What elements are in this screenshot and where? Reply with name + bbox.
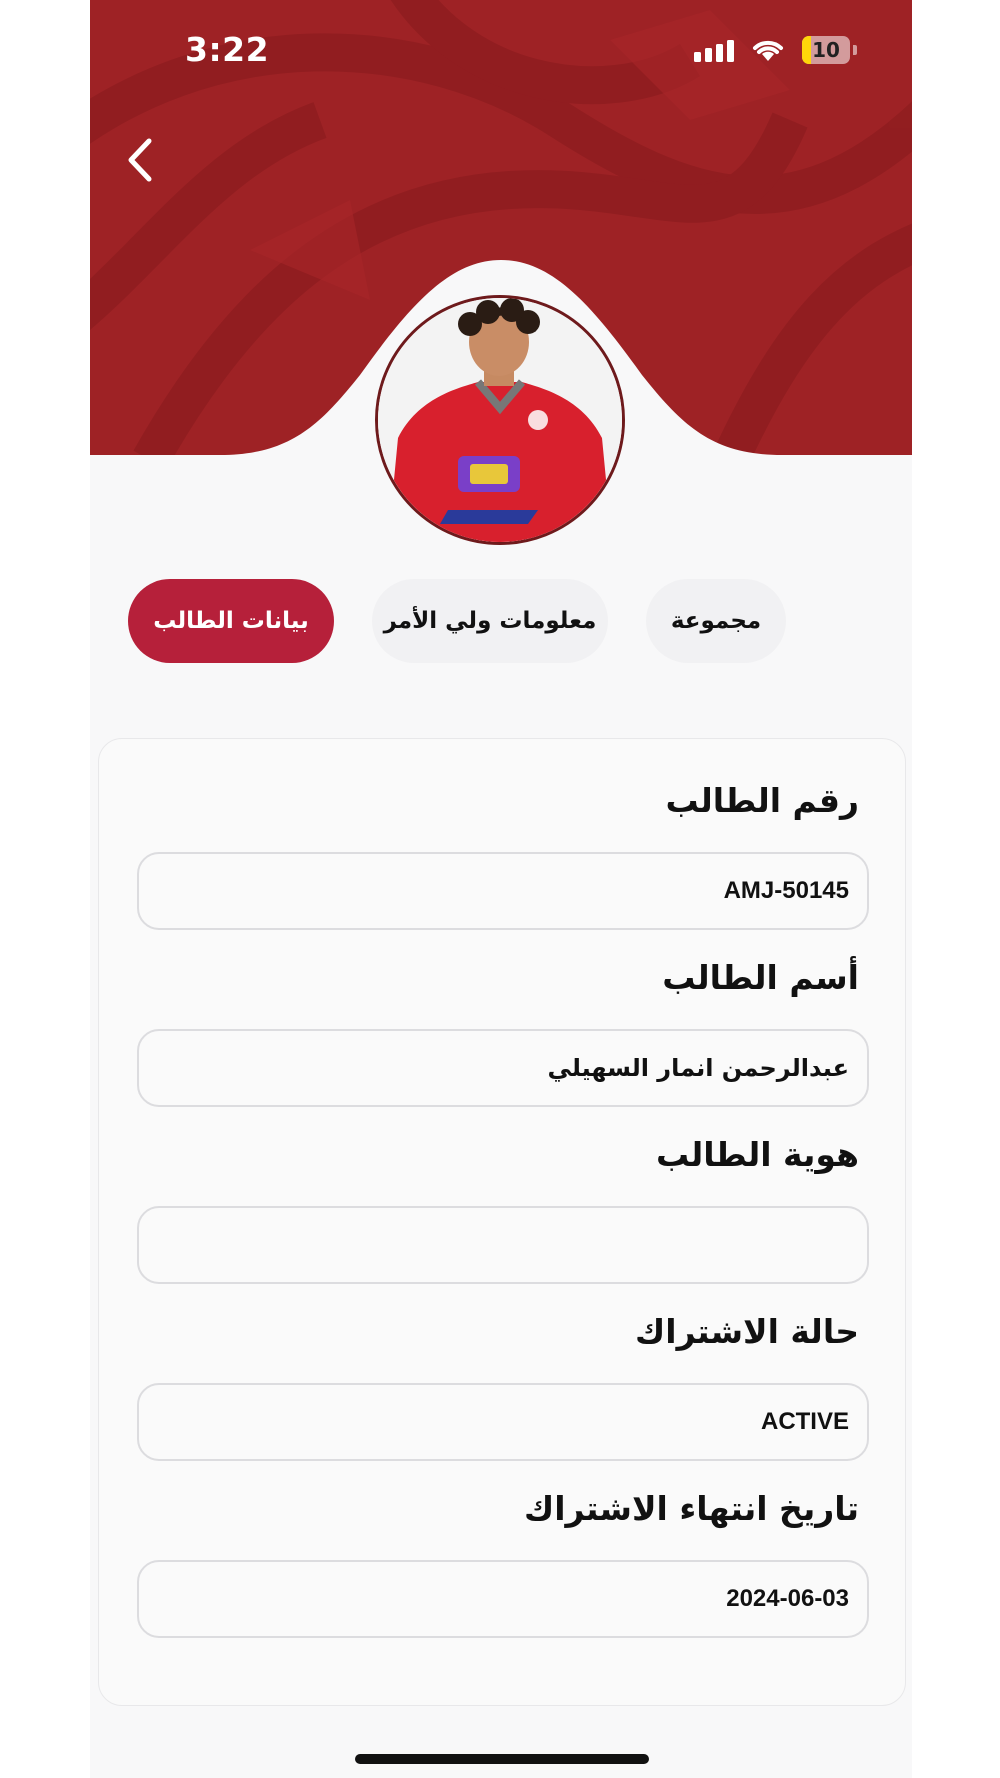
tab-bar [128, 578, 878, 664]
subscription-status-value: ACTIVE [760, 1408, 849, 1435]
battery-icon [802, 36, 850, 64]
tab-guardian-info[interactable] [372, 579, 608, 663]
battery-level: 10 [812, 38, 840, 62]
subscription-status-field[interactable] [137, 1383, 869, 1461]
subscription-expiry-value: 2024-06-03 [726, 1585, 849, 1612]
wifi-icon [750, 37, 786, 63]
student-id-field[interactable] [137, 1206, 869, 1284]
subscription-status-label: حالة الاشتراك [635, 1312, 859, 1351]
student-name-label: أسم الطالب [662, 958, 859, 997]
subscription-expiry-label: تاريخ انتهاء الاشتراك [523, 1489, 859, 1528]
home-indicator[interactable] [355, 1754, 649, 1764]
student-number-field[interactable] [137, 852, 869, 930]
back-button[interactable] [115, 130, 165, 190]
student-number-label: رقم الطالب [665, 781, 859, 820]
tab-student-data[interactable] [128, 579, 334, 663]
student-name-field[interactable] [137, 1029, 869, 1107]
student-number-value: AMJ-50145 [723, 877, 849, 904]
student-photo [378, 298, 622, 542]
status-time: 3:22 [185, 30, 270, 69]
cellular-signal-icon [694, 38, 734, 62]
subscription-expiry-field[interactable] [137, 1560, 869, 1638]
tab-label: بيانات الطالب [153, 608, 309, 634]
student-name-value: عبدالرحمن انمار السهيلي [547, 1054, 849, 1082]
student-info-card [98, 738, 906, 1706]
avatar [375, 295, 625, 545]
app-screen [90, 0, 912, 1778]
tab-group[interactable] [646, 579, 786, 663]
status-bar [90, 0, 912, 110]
student-id-label: هوية الطالب [655, 1135, 859, 1174]
tab-label: مجموعة [670, 608, 762, 634]
chevron-left-icon [125, 137, 155, 183]
tab-label: معلومات ولي الأمر [383, 608, 597, 634]
